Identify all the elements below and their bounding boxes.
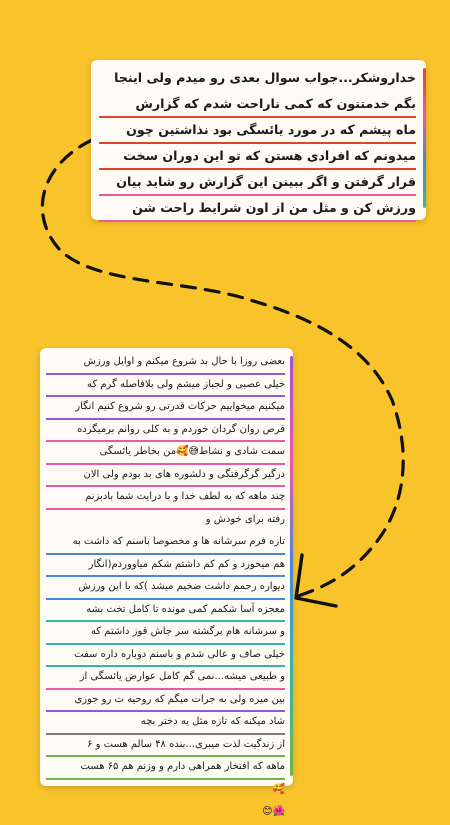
bottom-text-line: چند ماهه که به لطف خدا و با درایت شما بادبزنم [46, 487, 285, 510]
flower-smile-emoji: 🌺😊 [262, 806, 285, 817]
top-message-card [91, 60, 426, 220]
bottom-text-line: بعضی روزا با حال بد شروع میکنم و اوایل ورزش [46, 352, 285, 375]
bottom-text-line: هم میخورد و کم کم داشتم شکم میاووردم(انگار [46, 555, 285, 578]
bottom-text-line: و سرشانه هام برگشته سر جاش قوز داشتم که [46, 622, 285, 645]
arrow-head-icon [296, 555, 336, 606]
top-text-line: قرار گرفتن و اگر ببینن این گزارش رو شاید بیان [99, 170, 416, 196]
bottom-text-line: از زندگیت لذت میبری...بنده ۴۸ سالم هست و ۶ [46, 735, 285, 758]
top-text-line: ورزش کن و مثل من از اون شرایط راحت شن [99, 196, 416, 222]
bottom-text-line: ماهه که افتخار همراهی دارم و وزنم هم ۶۵ هست [46, 757, 285, 780]
top-text-line: ماه پیشم که در مورد یائسگی بود نذاشتین چون [99, 118, 416, 144]
bottom-text-line: بین میره ولی به جرات میگم که روحیه ت رو جوری [46, 690, 285, 713]
bottom-text-line: تازه فرم سرشانه ها و مخصوصا باسنم که داشت به [46, 532, 285, 555]
bottom-text-line: میکنیم میخواییم حرکات قدرتی رو شروع کنیم انگار [46, 397, 285, 420]
top-text-line: بگم خدمتتون که کمی ناراحت شدم که گزارش [99, 92, 416, 118]
bottom-text-line: دیواره رحمم داشت ضخیم میشد )که با این ورزش [46, 577, 285, 600]
bottom-text-line: شاد میکنه که تازه مثل یه دختر بچه [46, 712, 285, 735]
bottom-text-line: معجزه آسا شکمم کمی مونده تا کامل تخت بشه [46, 600, 285, 623]
bottom-text-line: خیلی صاف و عالی شدم و باسنم دوباره داره سفت [46, 645, 285, 668]
bottom-card-color-edge [290, 356, 293, 776]
bottom-text-line: قرص روان گردان خوردم و به کلی روانم برمیگرده [46, 420, 285, 443]
bottom-text-line: رفته برای خودش و [205, 513, 285, 525]
bottom-message-card [40, 348, 293, 817]
bottom-text-line: و طبیعی میشه...نمی گم کامل عوارض یائسگی از [46, 667, 285, 690]
top-text-line: میدونم که افرادی هستن که تو این دوران سخت [99, 144, 416, 170]
top-card-color-edge [423, 68, 426, 208]
smiling-hearts-emoji: 🥰 [272, 783, 285, 795]
bottom-text-line: درگیر گرگرفتگی و دلشوره های بد بودم ولی الان [46, 465, 285, 488]
top-text-line: خداروشکر...جواب سوال بعدی رو میدم ولی اینجا [114, 70, 416, 85]
bottom-text-line: سمت شادی و نشاط😅🥰من بخاطر یائسگی [46, 442, 285, 465]
bottom-text-line: خیلی عصبی و لجباز میشم ولی بلافاصله گرم که [46, 375, 285, 398]
